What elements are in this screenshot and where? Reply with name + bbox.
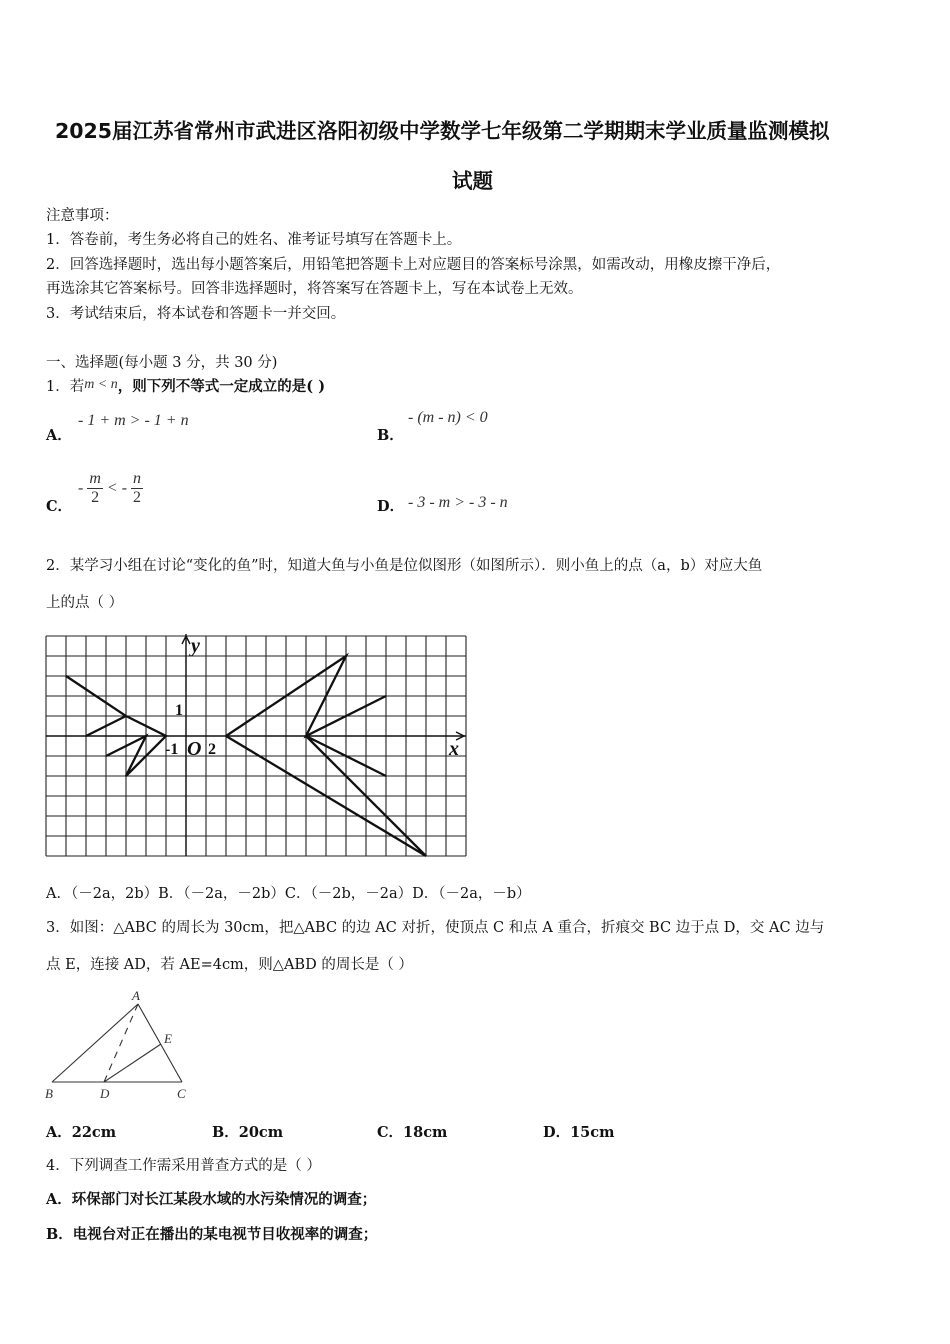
q1-c-num2: n [133, 470, 142, 487]
q1-c-frac1 [87, 470, 103, 507]
q2-stem-line2: 上的点（ ） [46, 595, 124, 611]
q3-stem-line2: 点 E，连接 AD，若 AE=4cm，则△ABD 的周长是（ ） [46, 957, 413, 973]
q4-option-a [46, 1188, 376, 1209]
notice-item-2a: 2．回答选择题时，选出每小题答案后，用铅笔把答题卡上对应题目的答案标号涂黑，如需改动，用橡皮擦干净后， [46, 257, 781, 273]
grid-lines [46, 636, 466, 856]
q1-option-c-label: C． [46, 498, 73, 515]
notice-heading: 注意事项： [46, 208, 119, 224]
tick-2: 2 [208, 741, 216, 758]
q2-options: A．（－2a，2b）B．（－2a，－2b）C．（－2b，－2a）D．（－2a，－b） [46, 886, 531, 902]
notice-item-1: 1．答卷前，考生务必将自己的姓名、准考证号填写在答题卡上。 [46, 232, 462, 248]
q1-condition: m < n [84, 377, 118, 392]
q1-option-a-label: A． [46, 427, 72, 444]
notice-item-3: 3．考试结束后，将本试卷和答题卡一并交回。 [46, 306, 346, 322]
q2-stem-line1: 2．某学习小组在讨论“变化的鱼”时，知道大鱼与小鱼是位似图形（如图所示）．则小鱼上的点（a，b）对应大鱼 [46, 558, 763, 574]
q1-option-a-expr: - 1 + m > - 1 + n [78, 412, 189, 429]
point-b-label: B [45, 1086, 53, 1101]
section-heading: 一、选择题(每小题 3 分，共 30 分) [46, 355, 278, 371]
page-title: 2025届江苏省常州市武进区洛阳初级中学数学七年级第二学期期末学业质量监测模拟 [55, 119, 830, 143]
q1-prefix: 1．若 [46, 379, 85, 395]
q3-triangle-figure [40, 985, 200, 1105]
tick-neg1: -1 [165, 741, 179, 758]
point-e-label: E [164, 1031, 172, 1046]
q1-c-den1: 2 [91, 489, 100, 506]
segment-de [104, 1044, 161, 1082]
page-title-line2: 试题 [452, 169, 493, 193]
x-axis-label: x [449, 738, 459, 760]
q1-c-den2: 2 [133, 489, 142, 506]
q1-c-minus: - [78, 479, 84, 497]
q1-stem [46, 375, 325, 396]
coordinate-axes [46, 634, 466, 856]
q4-option-b-text: B．电视台对正在播出的某电视节目收视率的调查； [46, 1226, 378, 1243]
q1-c-mid: < - [106, 479, 128, 497]
q1-suffix: ，则下列不等式一定成立的是( ) [117, 378, 326, 395]
q4-option-a-text: A．环保部门对长江某段水域的水污染情况的调查； [46, 1191, 377, 1208]
notice-item-2b: 再选涂其它答案标号。回答非选择题时，将答案写在答题卡上，写在本试卷上无效。 [46, 281, 583, 297]
point-c-label: C [177, 1086, 186, 1101]
q1-option-d-expr: - 3 - m > - 3 - n [408, 494, 508, 511]
q3-option-a: A．22cm [46, 1124, 117, 1141]
axis-labels [187, 635, 459, 760]
q1-option-c-expr [78, 470, 143, 507]
q3-option-d: D．15cm [543, 1124, 615, 1141]
side-ac [138, 1004, 182, 1082]
point-a-label: A [132, 988, 140, 1003]
y-axis-label: y [191, 635, 200, 657]
q4-stem: 4．下列调查工作需采用普查方式的是（ ） [46, 1158, 321, 1174]
point-d-label: D [100, 1086, 110, 1101]
q1-c-frac2 [131, 470, 143, 507]
origin-label: O [187, 738, 202, 760]
tick-1: 1 [175, 702, 183, 719]
q3-option-c: C．18cm [377, 1124, 448, 1141]
q3-stem-line1: 3．如图：△ABC 的周长为 30cm，把△ABC 的边 AC 对折，使顶点 C 和点 A 重合，折痕交 BC 边于点 D，交 AC 边与 [46, 920, 825, 936]
q3-option-b: B．20cm [212, 1124, 284, 1141]
q1-option-d-label: D． [377, 498, 405, 515]
q1-c-num1: m [89, 470, 101, 487]
q1-option-b-label: B． [377, 427, 404, 444]
q2-fish-figure [45, 632, 471, 862]
small-fish-outline [66, 676, 166, 776]
side-ab [52, 1004, 138, 1082]
q1-option-b-expr: - (m - n) < 0 [408, 409, 488, 426]
q4-option-b [46, 1223, 377, 1244]
